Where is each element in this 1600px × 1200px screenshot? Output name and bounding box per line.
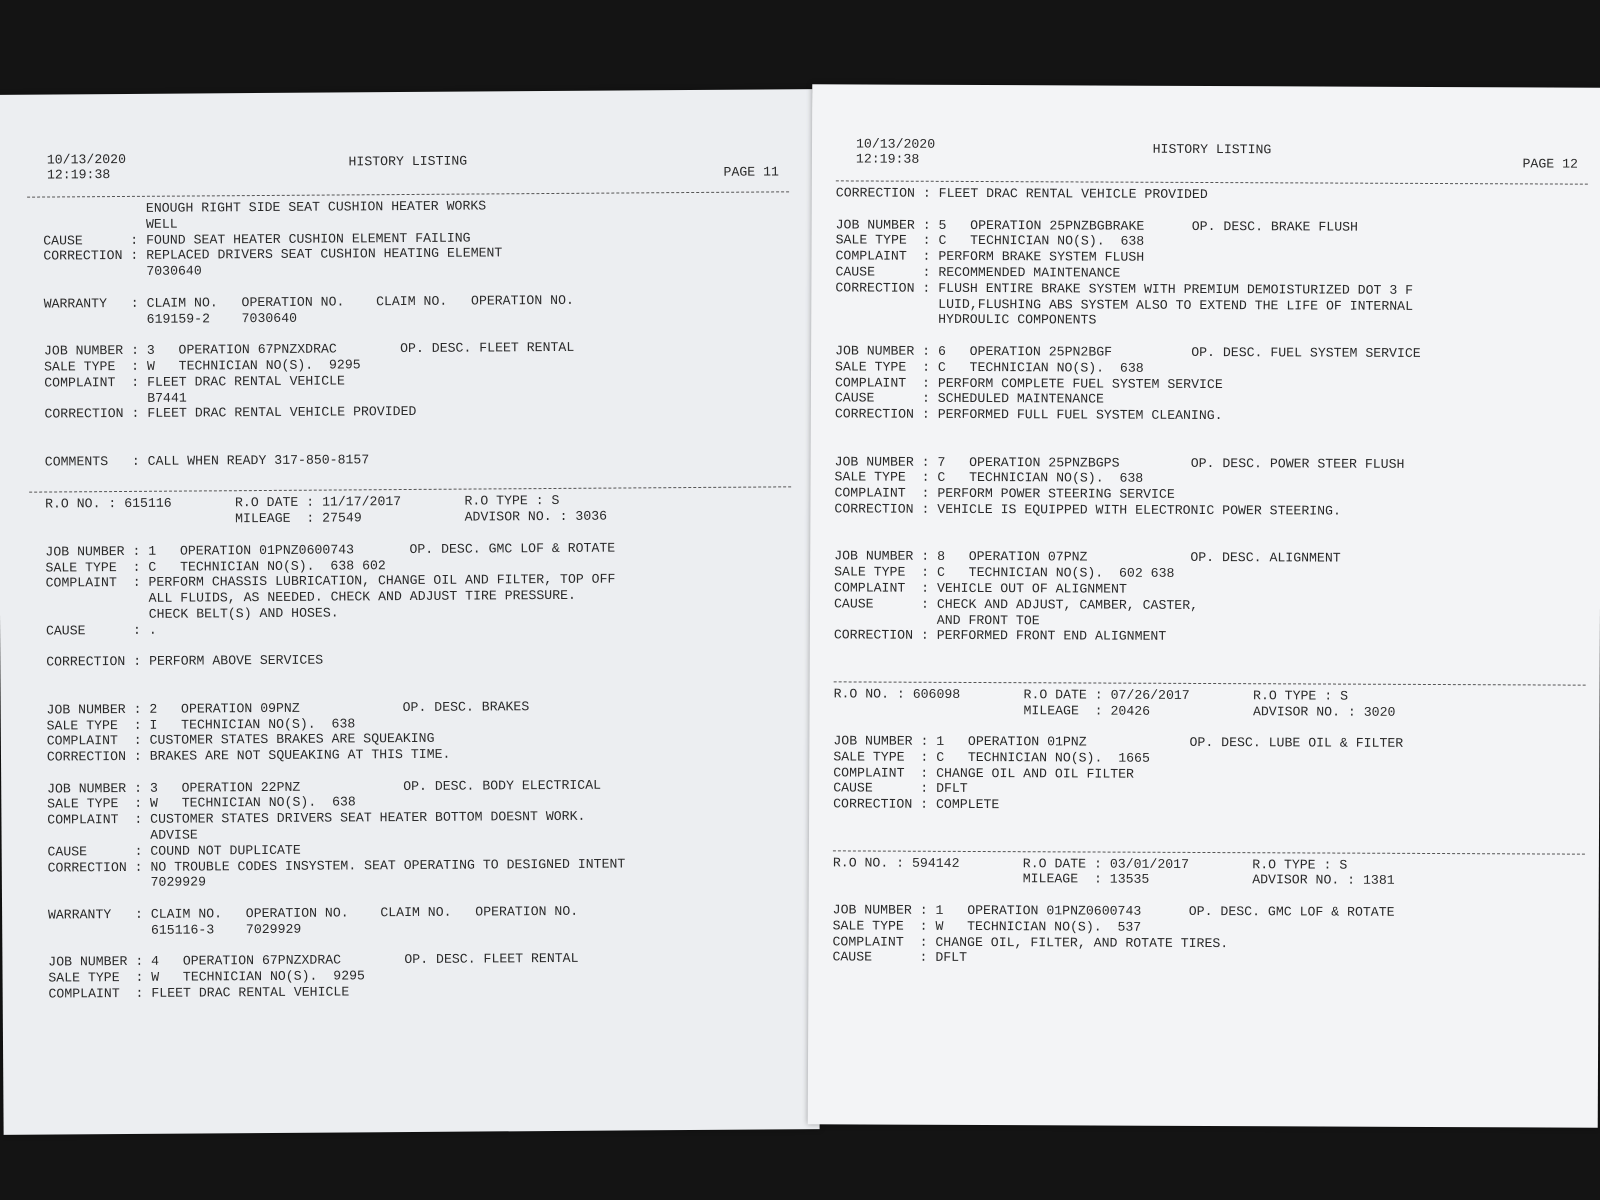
listing-line: CAUSE : SCHEDULED MAINTENANCE [834,390,1105,407]
listing-line: SALE TYPE : C TECHNICIAN NO(S). 638 [835,232,1145,250]
listing-line: SALE TYPE : W TECHNICIAN NO(S). 9295 [32,968,365,986]
listing-line: JOB NUMBER : 6 OPERATION 25PN2BGF OP. DESC. FUEL SYSTEM SERVICE [835,343,1421,361]
listing-line: JOB NUMBER : 1 OPERATION 01PNZ0600743 OP. DESC. GMC LOF & ROTATE [832,902,1395,920]
listing-line: CORRECTION : FLUSH ENTIRE BRAKE SYSTEM WITH PREMIUM DEMOISTURIZED DOT 3 F [835,280,1414,298]
listing-line: MILEAGE : 27549 ADVISOR NO. : 3036 [29,508,608,528]
page-title: HISTORY LISTING [1152,141,1272,158]
listing-line: COMPLAINT : PERFORM CHASSIS LUBRICATION, CHANGE OIL AND FILTER, TOP OFF [29,571,616,591]
listing-line: CORRECTION : REPLACED DRIVERS SEAT CUSHION HEATING ELEMENT [27,245,503,265]
listing-line: R.O NO. : 606098 R.O DATE : 07/26/2017 R.O TYPE : S [833,686,1349,704]
page-header [27,147,789,190]
listing-line: CAUSE : FOUND SEAT HEATER CUSHION ELEMENT FAILING [27,230,471,249]
listing-line: LUID,FLUSHING ABS SYSTEM ALSO TO EXTEND THE LIFE OF INTERNAL [835,295,1414,314]
listing-line: B7441 [28,390,187,407]
listing-line: COMPLAINT : CUSTOMER STATES DRIVERS SEAT HEATER BOTTOM DOESNT WORK. [31,809,586,828]
listing-line: SALE TYPE : C TECHNICIAN NO(S). 602 638 [834,564,1175,581]
listing-line: AND FRONT TOE [833,611,1040,628]
listing-line: JOB NUMBER : 5 OPERATION 25PNZBGBRAKE OP. DESC. BRAKE FLUSH [835,216,1359,235]
listing-line: CORRECTION : VEHICLE IS EQUIPPED WITH ELECTRONIC POWER STEERING. [834,501,1341,519]
blank-line [833,828,1585,847]
page-number: PAGE 12 [1522,156,1578,172]
record-divider [834,681,1586,685]
listing-line: MILEAGE : 13535 ADVISOR NO. : 1381 [832,870,1395,889]
listing-line: MILEAGE : 20426 ADVISOR NO. : 3020 [833,701,1396,720]
listing-line: ALL FLUIDS, AS NEEDED. CHECK AND ADJUST TIRE PRESSURE. [29,587,577,607]
listing-line: R.O NO. : 594142 R.O DATE : 03/01/2017 R.O TYPE : S [832,855,1348,873]
listing-line: CAUSE : DFLT [833,780,968,797]
listing-line: CORRECTION : BRAKES ARE NOT SQUEAKING AT THIS TIME. [30,746,451,765]
listing-body [832,185,1587,969]
listing-line: JOB NUMBER : 1 OPERATION 01PNZ0600743 OP. DESC. GMC LOF & ROTATE [29,540,616,560]
listing-line: CAUSE : CHECK AND ADJUST, CAMBER, CASTER, [833,596,1199,613]
listing-line: R.O NO. : 615116 R.O DATE : 11/17/2017 R.O TYPE : S [29,493,560,512]
listing-line: JOB NUMBER : 2 OPERATION 09PNZ OP. DESC. BRAKES [30,698,530,718]
listing-line: CHECK BELT(S) AND HOSES. [29,605,339,623]
listing-line: SALE TYPE : C TECHNICIAN NO(S). 638 [835,359,1144,376]
listing-line: COMPLAINT : VEHICLE OUT OF ALIGNMENT [834,580,1127,597]
listing-line: COMPLAINT : PERFORM POWER STEERING SERVICE [834,485,1175,503]
listing-line: CAUSE : DFLT [832,949,968,966]
listing-line: WELL [27,216,178,233]
listing-line: SALE TYPE : W TECHNICIAN NO(S). 638 [31,794,356,813]
listing-line: CORRECTION : COMPLETE [833,796,1000,813]
listing-line: SALE TYPE : C TECHNICIAN NO(S). 1665 [833,749,1150,766]
page-number: PAGE 11 [723,164,779,180]
print-time: 12:19:38 [46,167,111,183]
listing-line: CORRECTION : PERFORMED FULL FUEL SYSTEM CLEANING. [834,406,1223,424]
listing-line: CORRECTION : PERFORMED FRONT END ALIGNMENT [833,627,1167,645]
listing-body [27,196,795,1002]
print-time: 12:19:38 [855,151,920,167]
listing-line: COMMENTS : CALL WHEN READY 317-850-8157 [28,452,370,470]
listing-line: HYDROULIC COMPONENTS [835,311,1097,328]
listing-line: CORRECTION : PERFORM ABOVE SERVICES [30,652,324,670]
listing-line: SALE TYPE : C TECHNICIAN NO(S). 638 [834,469,1144,487]
listing-line: 7029929 [31,874,207,892]
listing-line: CORRECTION : NO TROUBLE CODES INSYSTEM. SEAT OPERATING TO DESIGNED INTENT [31,856,626,876]
print-date: 10/13/2020 [46,151,127,168]
listing-line: WARRANTY : CLAIM NO. OPERATION NO. CLAIM NO. OPERATION NO. [27,292,574,312]
listing-line: CAUSE : COUND NOT DUPLICATE [31,842,301,860]
listing-line: COMPLAINT : CUSTOMER STATES BRAKES ARE SQUEAKING [30,731,435,749]
listing-line: SALE TYPE : I TECHNICIAN NO(S). 638 [30,715,356,734]
listing-line: WARRANTY : CLAIM NO. OPERATION NO. CLAIM NO. OPERATION NO. [32,903,579,923]
history-listing-page-12 [808,84,1600,1127]
listing-line: JOB NUMBER : 8 OPERATION 07PNZ OP. DESC. ALIGNMENT [834,548,1341,566]
listing-line: SALE TYPE : W TECHNICIAN NO(S). 537 [832,918,1142,935]
listing-line: JOB NUMBER : 4 OPERATION 67PNZXDRAC OP. DESC. FLEET RENTAL [32,951,579,971]
listing-line: COMPLAINT : PERFORM BRAKE SYSTEM FLUSH [835,248,1145,265]
listing-line: 619159-2 7030640 [27,310,298,328]
listing-line: JOB NUMBER : 3 OPERATION 67PNZXDRAC OP. DESC. FLEET RENTAL [28,340,575,359]
page-title: HISTORY LISTING [348,153,468,170]
listing-line: SALE TYPE : W TECHNICIAN NO(S). 9295 [28,357,361,375]
listing-line: 615116-3 7029929 [32,921,302,939]
listing-line: JOB NUMBER : 1 OPERATION 01PNZ OP. DESC. LUBE OIL & FILTER [833,733,1404,751]
listing-line: 7030640 [27,263,202,280]
history-listing-page-11 [0,89,820,1135]
listing-line: COMPLAINT : FLEET DRAC RENTAL VEHICLE [32,984,350,1002]
listing-line: CORRECTION : FLEET DRAC RENTAL VEHICLE PROVIDED [28,404,417,423]
listing-line: CAUSE : . [30,622,157,639]
listing-line: COMPLAINT : PERFORM COMPLETE FUEL SYSTEM SERVICE [834,374,1223,392]
listing-line: ADVISE [31,827,198,844]
print-date: 10/13/2020 [855,136,936,152]
listing-line: COMPLAINT : FLEET DRAC RENTAL VEHICLE [28,373,345,391]
listing-line: COMPLAINT : CHANGE OIL AND OIL FILTER [833,765,1135,782]
listing-line: CAUSE : RECOMMENDED MAINTENANCE [835,264,1121,281]
page-header [836,136,1588,177]
listing-line: ENOUGH RIGHT SIDE SEAT CUSHION HEATER WORKS [27,198,487,217]
header-divider [836,180,1588,184]
record-divider [833,850,1585,854]
listing-line: CORRECTION : FLEET DRAC RENTAL VEHICLE PROVIDED [835,185,1208,203]
listing-line: COMPLAINT : CHANGE OIL, FILTER, AND ROTATE TIRES. [832,934,1229,951]
blank-line [834,659,1586,678]
listing-line: JOB NUMBER : 3 OPERATION 22PNZ OP. DESC. BODY ELECTRICAL [31,777,602,797]
listing-line: JOB NUMBER : 7 OPERATION 25PNZBGPS OP. DESC. POWER STEER FLUSH [834,453,1405,472]
listing-line: SALE TYPE : C TECHNICIAN NO(S). 638 602 [29,557,386,576]
